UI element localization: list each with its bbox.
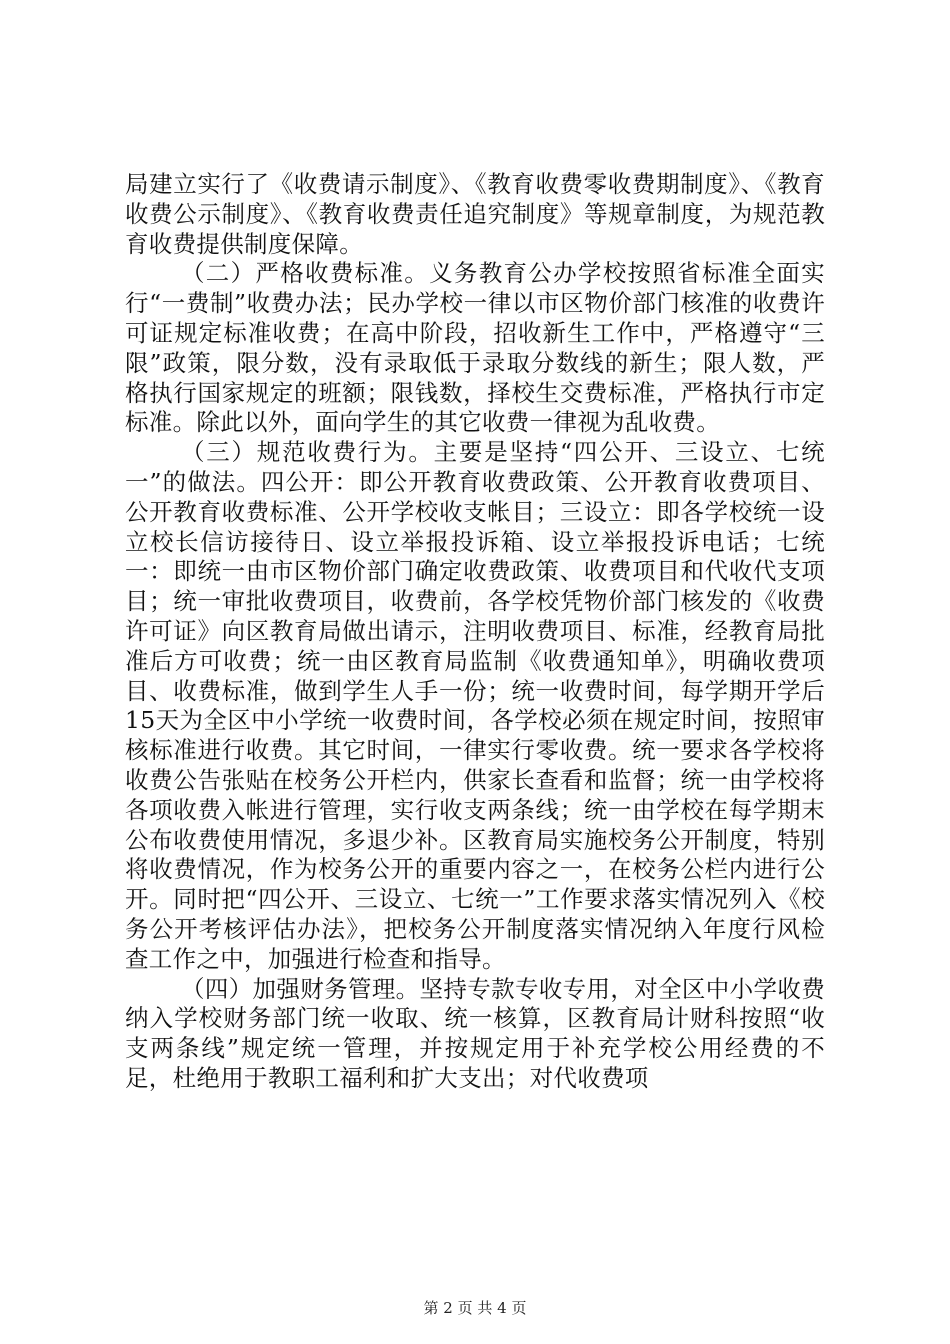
- paragraph-fee-conduct: （三）规范收费行为。主要是坚持“四公开、三设立、七统一”的做法。四公开：即公开教育收费政策、公开教育收费项目、公开教育收费标准、公开学校收支帐目；三设立：即各学校统一设立校长信访接待日、设立举报投诉箱、设立举报投诉电话；七统一：即统一由市区物价部门确定收费政策、收费项目和代收代支项目；统一审批收费项目，收费前，各学校凭物价部门核发的《收费许可证》向区教育局做出请示，注明收费项目、标准，经教育局批准后方可收费；统一由区教育局监制《收费通知单》，明确收费项目、收费标准，做到学生人手一份；统一收费时间，每学期开学后15天为全区中小学统一收费时间，各学校必须在规定时间，按照审核标准进行收费。其它时间，一律实行零收费。统一要求各学校将收费公告张贴在校务公开栏内，供家长查看和监督；统一由学校将各项收费入帐进行管理，实行收支两条线；统一由学校在每学期末公布收费使用情况，多退少补。区教育局实施校务公开制度，特别将收费情况，作为校务公开的重要内容之一，在校务公栏内进行公开。同时把“四公开、三设立、七统一”工作要求落实情况列入《校务公开考核评估办法》，把校务公开制度落实情况纳入年度行风检查工作之中，加强进行检查和指导。: [125, 438, 825, 973]
- paragraph-fee-standards: （二）严格收费标准。义务教育公办学校按照省标准全面实行“一费制”收费办法；民办学校一律以市区物价部门核准的收费许可证规定标准收费；在高中阶段，招收新生工作中，严格遵守“三限”政策，限分数，没有录取低于录取分数线的新生；限人数，严格执行国家规定的班额；限钱数，择校生交费标准，严格执行市定标准。除此以外，面向学生的其它收费一律视为乱收费。: [125, 259, 825, 437]
- document-body: [125, 170, 825, 1094]
- paragraph-continuation: 局建立实行了《收费请示制度》、《教育收费零收费期制度》、《教育收费公示制度》、《教育收费责任追究制度》等规章制度，为规范教育收费提供制度保障。: [125, 170, 825, 258]
- page-number-footer: 第 2 页 共 4 页: [423, 1299, 527, 1317]
- paragraph-financial-management: （四）加强财务管理。坚持专款专收专用，对全区中小学收费纳入学校财务部门统一收取、统一核算，区教育局计财科按照“收支两条线”规定统一管理，并按规定用于补充学校公用经费的不足，杜绝用于教职工福利和扩大支出；对代收费项: [125, 974, 825, 1092]
